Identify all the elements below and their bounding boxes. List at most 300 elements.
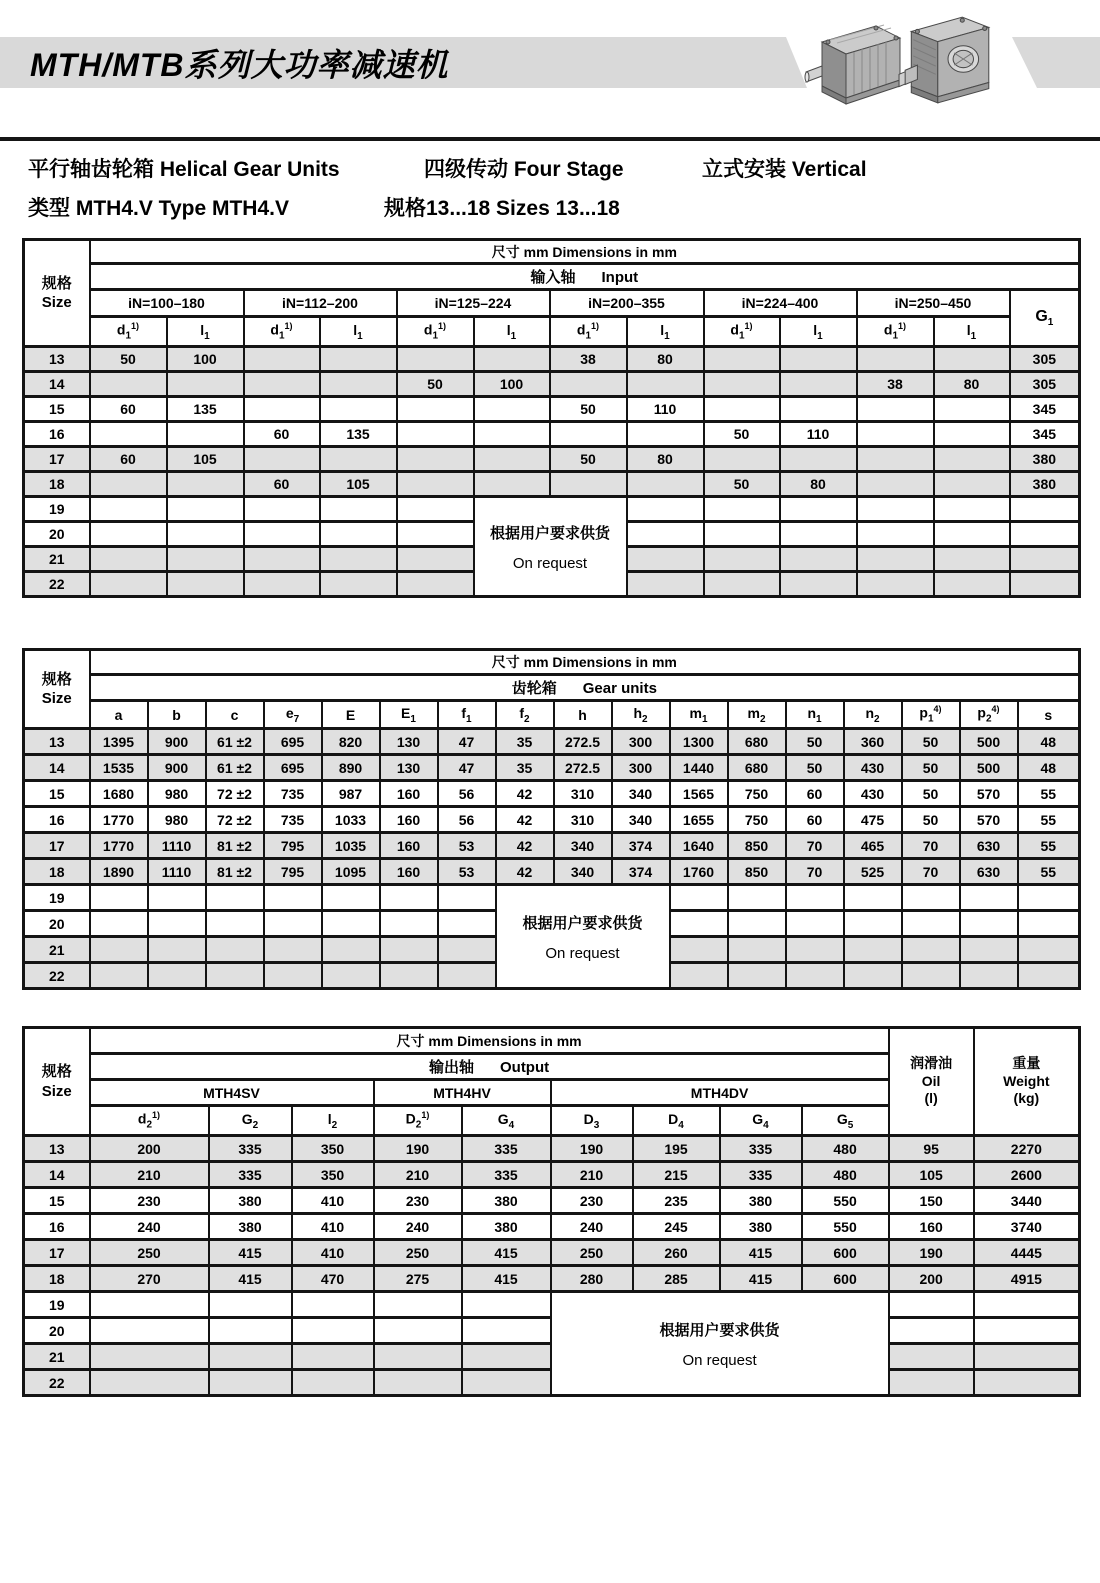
cell: 374	[612, 833, 670, 859]
cell: 50	[786, 755, 844, 781]
table-row	[24, 422, 1080, 447]
cell: 160	[380, 833, 438, 859]
cell: 300	[612, 729, 670, 755]
cell: 380	[1010, 472, 1080, 497]
cell: 380	[1010, 447, 1080, 472]
cell: 35	[496, 755, 554, 781]
cell: 160	[380, 859, 438, 885]
cell: 50	[704, 472, 780, 497]
cell	[1018, 885, 1080, 911]
cell	[380, 885, 438, 911]
input-dimensions-table	[22, 238, 1081, 598]
cell	[474, 447, 550, 472]
column-header: h	[554, 701, 612, 729]
cell: 3740	[974, 1214, 1080, 1240]
cell	[934, 472, 1010, 497]
cell	[292, 1292, 374, 1318]
cell: 4445	[974, 1240, 1080, 1266]
cell: 48	[1018, 755, 1080, 781]
cell	[857, 497, 934, 522]
cell: 50	[902, 781, 960, 807]
cell	[462, 1370, 551, 1396]
cell: 335	[720, 1136, 802, 1162]
cell	[934, 447, 1010, 472]
subtitle-stage: 四级传动 Four Stage	[424, 158, 624, 181]
cell	[244, 372, 320, 397]
cell	[1018, 937, 1080, 963]
cell	[704, 447, 780, 472]
column-header: 重量 Weight (kg)	[974, 1028, 1080, 1136]
cell: 335	[209, 1162, 292, 1188]
cell	[167, 472, 244, 497]
cell	[960, 963, 1018, 989]
cell	[704, 372, 780, 397]
cell: 820	[322, 729, 380, 755]
cell	[320, 572, 397, 597]
cell: 380	[209, 1214, 292, 1240]
cell: 345	[1010, 397, 1080, 422]
cell: 335	[209, 1136, 292, 1162]
cell	[780, 547, 857, 572]
cell	[670, 885, 728, 911]
column-header: iN=125–224	[397, 290, 550, 317]
cell: 1035	[322, 833, 380, 859]
cell	[90, 1292, 209, 1318]
cell	[148, 885, 206, 911]
cell: 415	[462, 1240, 551, 1266]
cell	[90, 911, 148, 937]
header-row	[24, 317, 1080, 347]
cell	[550, 372, 627, 397]
cell	[167, 497, 244, 522]
cell	[1010, 522, 1080, 547]
cell: 735	[264, 807, 322, 833]
size-cell: 20	[24, 1318, 90, 1344]
cell	[397, 472, 474, 497]
cell	[90, 1344, 209, 1370]
column-header: c	[206, 701, 264, 729]
table-row	[24, 755, 1080, 781]
size-cell: 21	[24, 1344, 90, 1370]
cell: 1760	[670, 859, 728, 885]
cell	[148, 911, 206, 937]
cell: 340	[554, 833, 612, 859]
cell	[206, 885, 264, 911]
cell: 735	[264, 781, 322, 807]
cell: 415	[209, 1266, 292, 1292]
cell	[474, 472, 550, 497]
cell: 245	[633, 1214, 720, 1240]
cell: 310	[554, 781, 612, 807]
cell: 2270	[974, 1136, 1080, 1162]
cell: 1395	[90, 729, 148, 755]
cell: 1095	[322, 859, 380, 885]
header-row	[24, 1028, 1080, 1054]
cell	[844, 937, 902, 963]
cell	[374, 1344, 462, 1370]
column-header: $G_5$	[802, 1106, 889, 1136]
cell	[264, 963, 322, 989]
cell: 3440	[974, 1188, 1080, 1214]
cell: 135	[320, 422, 397, 447]
size-cell: 18	[24, 1266, 90, 1292]
cell: 56	[438, 781, 496, 807]
column-header: $n_2$	[844, 701, 902, 729]
cell: 56	[438, 807, 496, 833]
cell	[934, 572, 1010, 597]
cell	[209, 1292, 292, 1318]
cell: 380	[720, 1188, 802, 1214]
size-cell: 18	[24, 472, 90, 497]
size-cell: 20	[24, 911, 90, 937]
cell	[209, 1344, 292, 1370]
size-cell: 14	[24, 1162, 90, 1188]
cell	[397, 497, 474, 522]
cell: 70	[786, 833, 844, 859]
cell: 38	[857, 372, 934, 397]
cell: 210	[374, 1162, 462, 1188]
cell	[380, 963, 438, 989]
column-header: $E_1$	[380, 701, 438, 729]
cell: 210	[90, 1162, 209, 1188]
column-header: $d_1^{1)}$	[550, 317, 627, 347]
cell: 80	[934, 372, 1010, 397]
cell: 110	[627, 397, 704, 422]
column-header: s	[1018, 701, 1080, 729]
cell: 500	[960, 755, 1018, 781]
cell	[292, 1370, 374, 1396]
cell: 110	[780, 422, 857, 447]
cell	[889, 1292, 974, 1318]
cell: 380	[462, 1214, 551, 1240]
cell: 350	[292, 1162, 374, 1188]
cell	[934, 422, 1010, 447]
size-cell: 19	[24, 497, 90, 522]
cell	[474, 347, 550, 372]
cell: 415	[209, 1240, 292, 1266]
cell	[627, 497, 704, 522]
cell: 240	[90, 1214, 209, 1240]
cell: 80	[627, 447, 704, 472]
cell: 150	[889, 1188, 974, 1214]
size-cell: 18	[24, 859, 90, 885]
cell: 60	[90, 397, 167, 422]
column-header: iN=224–400	[704, 290, 857, 317]
cell	[397, 547, 474, 572]
cell: 60	[786, 807, 844, 833]
subtitle-mounting: 立式安装 Vertical	[702, 158, 867, 181]
size-cell: 16	[24, 1214, 90, 1240]
cell: 42	[496, 781, 554, 807]
cell: 305	[1010, 372, 1080, 397]
cell: 415	[462, 1266, 551, 1292]
column-header: $l_1$	[474, 317, 550, 347]
cell	[90, 472, 167, 497]
cell	[264, 885, 322, 911]
cell	[857, 472, 934, 497]
column-header: $D_2^{1)}$	[374, 1106, 462, 1136]
cell: 465	[844, 833, 902, 859]
column-header: $l_1$	[167, 317, 244, 347]
column-header: 规格 Size	[24, 650, 90, 729]
size-cell: 13	[24, 729, 90, 755]
size-cell: 16	[24, 807, 90, 833]
cell	[90, 547, 167, 572]
cell	[320, 347, 397, 372]
column-header: MTH4DV	[551, 1080, 889, 1106]
cell	[90, 572, 167, 597]
size-cell: 13	[24, 1136, 90, 1162]
cell: 680	[728, 755, 786, 781]
cell	[786, 937, 844, 963]
cell: 38	[550, 347, 627, 372]
cell	[704, 572, 780, 597]
table-row	[24, 859, 1080, 885]
cell: 1655	[670, 807, 728, 833]
cell: 135	[167, 397, 244, 422]
cell	[90, 937, 148, 963]
cell: 47	[438, 729, 496, 755]
size-cell: 15	[24, 397, 90, 422]
cell	[244, 522, 320, 547]
cell	[90, 885, 148, 911]
cell: 280	[551, 1266, 633, 1292]
cell	[167, 422, 244, 447]
column-header: $G_2$	[209, 1106, 292, 1136]
cell: 60	[244, 422, 320, 447]
table-row	[24, 1240, 1080, 1266]
cell: 430	[844, 781, 902, 807]
cell	[974, 1292, 1080, 1318]
cell	[704, 522, 780, 547]
cell: 1110	[148, 833, 206, 859]
gear-unit-dimensions-table	[22, 648, 1081, 990]
cell	[167, 572, 244, 597]
cell	[786, 911, 844, 937]
page-title: MTH/MTB系列大功率减速机	[30, 46, 449, 83]
cell: 50	[90, 347, 167, 372]
cell	[670, 937, 728, 963]
column-header: MTH4SV	[90, 1080, 374, 1106]
cell	[960, 885, 1018, 911]
size-cell: 17	[24, 1240, 90, 1266]
cell: 525	[844, 859, 902, 885]
size-cell: 22	[24, 963, 90, 989]
column-header: $n_1$	[786, 701, 844, 729]
table-row	[24, 885, 1080, 911]
cell	[397, 522, 474, 547]
cell: 55	[1018, 859, 1080, 885]
column-header: $m_2$	[728, 701, 786, 729]
cell: 50	[550, 447, 627, 472]
column-header: $G_4$	[720, 1106, 802, 1136]
subtitle-gear-type: 平行轴齿轮箱 Helical Gear Units	[28, 158, 340, 181]
cell: 380	[462, 1188, 551, 1214]
cell	[206, 937, 264, 963]
cell: 105	[167, 447, 244, 472]
column-header: $e_7$	[264, 701, 322, 729]
cell	[438, 937, 496, 963]
cell	[704, 397, 780, 422]
cell: 81 ±2	[206, 859, 264, 885]
cell	[780, 447, 857, 472]
subtitle-sizes: 规格13...18 Sizes 13...18	[384, 197, 620, 220]
cell	[857, 547, 934, 572]
cell: 200	[889, 1266, 974, 1292]
column-header: MTH4HV	[374, 1080, 551, 1106]
column-header: $d_1^{1)}$	[244, 317, 320, 347]
cell: 340	[554, 859, 612, 885]
cell: 190	[889, 1240, 974, 1266]
cell	[902, 911, 960, 937]
column-header: $G_4$	[462, 1106, 551, 1136]
column-header: 输入轴 Input	[90, 264, 1080, 290]
table-row	[24, 1214, 1080, 1240]
size-cell: 21	[24, 547, 90, 572]
cell: 380	[209, 1188, 292, 1214]
cell	[780, 522, 857, 547]
cell: 55	[1018, 833, 1080, 859]
cell	[934, 397, 1010, 422]
cell: 55	[1018, 781, 1080, 807]
column-header: $f_2$	[496, 701, 554, 729]
cell: 795	[264, 833, 322, 859]
cell	[889, 1344, 974, 1370]
cell: 53	[438, 859, 496, 885]
cell: 335	[720, 1162, 802, 1188]
cell: 1770	[90, 807, 148, 833]
cell	[857, 347, 934, 372]
header-row	[24, 240, 1080, 264]
cell: 630	[960, 833, 1018, 859]
cell	[704, 347, 780, 372]
cell	[780, 347, 857, 372]
column-header: 规格 Size	[24, 240, 90, 347]
cell	[206, 911, 264, 937]
cell: 275	[374, 1266, 462, 1292]
table-row	[24, 1162, 1080, 1188]
column-header: $f_1$	[438, 701, 496, 729]
column-header: 润滑油 Oil (l)	[889, 1028, 974, 1136]
size-cell: 14	[24, 372, 90, 397]
cell: 50	[902, 729, 960, 755]
cell	[462, 1292, 551, 1318]
cell	[244, 547, 320, 572]
cell: 61 ±2	[206, 755, 264, 781]
size-cell: 22	[24, 572, 90, 597]
cell: 480	[802, 1162, 889, 1188]
cell	[1010, 547, 1080, 572]
size-cell: 17	[24, 833, 90, 859]
cell: 105	[320, 472, 397, 497]
column-header: iN=112–200	[244, 290, 397, 317]
cell: 890	[322, 755, 380, 781]
cell: 250	[374, 1240, 462, 1266]
cell: 130	[380, 729, 438, 755]
column-header: 尺寸 mm Dimensions in mm	[90, 240, 1080, 264]
column-header: $d_1^{1)}$	[397, 317, 474, 347]
cell: 300	[612, 755, 670, 781]
cell	[974, 1318, 1080, 1344]
cell: 630	[960, 859, 1018, 885]
cell: 2600	[974, 1162, 1080, 1188]
cell: 230	[551, 1188, 633, 1214]
cell	[206, 963, 264, 989]
cell	[374, 1292, 462, 1318]
cell	[292, 1344, 374, 1370]
size-cell: 20	[24, 522, 90, 547]
cell	[322, 885, 380, 911]
cell	[627, 422, 704, 447]
cell: 345	[1010, 422, 1080, 447]
cell	[397, 422, 474, 447]
cell	[462, 1318, 551, 1344]
cell	[1018, 963, 1080, 989]
cell	[960, 937, 1018, 963]
cell	[374, 1318, 462, 1344]
cell	[974, 1370, 1080, 1396]
cell: 42	[496, 833, 554, 859]
cell	[474, 422, 550, 447]
cell: 1535	[90, 755, 148, 781]
cell: 550	[802, 1214, 889, 1240]
cell: 410	[292, 1240, 374, 1266]
cell: 100	[167, 347, 244, 372]
column-header: a	[90, 701, 148, 729]
cell: 100	[474, 372, 550, 397]
cell	[209, 1370, 292, 1396]
cell: 250	[90, 1240, 209, 1266]
cell	[320, 522, 397, 547]
cell: 410	[292, 1214, 374, 1240]
cell: 48	[1018, 729, 1080, 755]
cell	[320, 497, 397, 522]
cell	[627, 572, 704, 597]
column-header: 尺寸 mm Dimensions in mm	[90, 650, 1080, 675]
column-header: $G_1$	[1010, 290, 1080, 347]
cell: 80	[780, 472, 857, 497]
cell	[934, 497, 1010, 522]
cell	[292, 1318, 374, 1344]
cell: 310	[554, 807, 612, 833]
cell	[374, 1370, 462, 1396]
column-header: iN=200–355	[550, 290, 704, 317]
cell: 470	[292, 1266, 374, 1292]
table-row	[24, 1266, 1080, 1292]
cell: 210	[551, 1162, 633, 1188]
cell	[780, 497, 857, 522]
cell: 570	[960, 781, 1018, 807]
cell	[670, 911, 728, 937]
size-cell: 17	[24, 447, 90, 472]
cell	[627, 522, 704, 547]
column-header: $h_2$	[612, 701, 670, 729]
cell	[550, 422, 627, 447]
cell: 570	[960, 807, 1018, 833]
cell	[244, 347, 320, 372]
cell: 160	[889, 1214, 974, 1240]
table-row	[24, 729, 1080, 755]
table-row	[24, 347, 1080, 372]
cell: 600	[802, 1266, 889, 1292]
cell	[320, 397, 397, 422]
cell: 81 ±2	[206, 833, 264, 859]
cell	[322, 963, 380, 989]
cell: 695	[264, 755, 322, 781]
cell	[728, 937, 786, 963]
cell: 230	[90, 1188, 209, 1214]
on-request-note: 根据用户要求供货 On request	[551, 1292, 889, 1396]
